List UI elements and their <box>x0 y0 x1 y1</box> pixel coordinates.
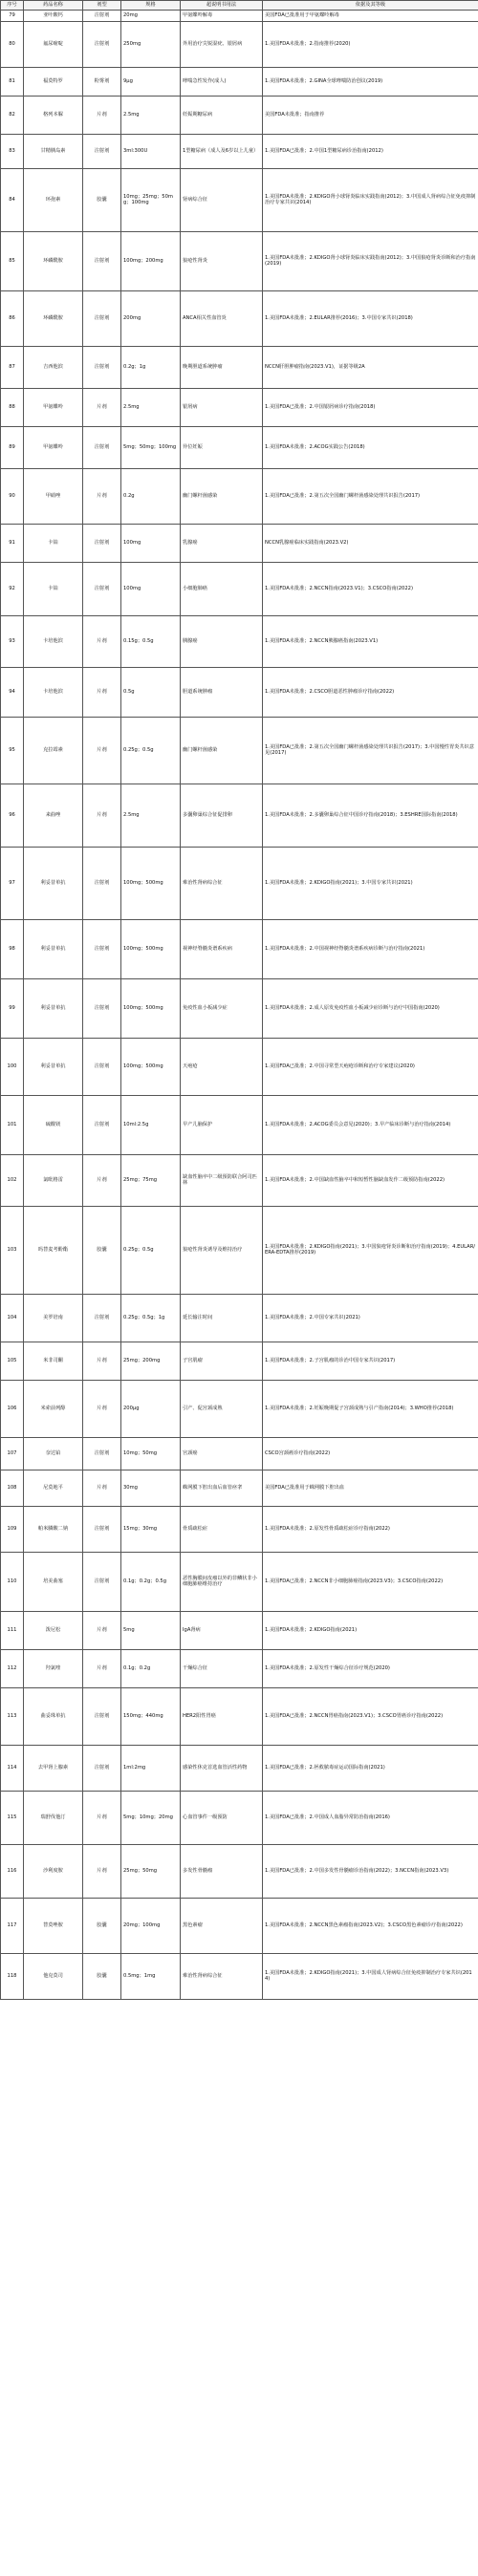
drug-name: 甲硝唑 <box>24 468 83 524</box>
off-label-usage: 早产儿脑保护 <box>181 1095 263 1154</box>
col-header-usage: 超说明书用法 <box>181 1 263 11</box>
table-row <box>1 388 478 426</box>
drug-name: 卡培他滨 <box>24 615 83 667</box>
dosage-form: 注射剂 <box>83 1294 121 1342</box>
table-row <box>1 346 478 388</box>
table-row <box>1 67 478 96</box>
off-label-usage: HER2阳性胃癌 <box>181 1687 263 1745</box>
specification: 2.5mg <box>121 784 181 847</box>
table-row <box>1 667 478 717</box>
evidence-basis: 1.美国FDA未批准；2.ACOG实践公告(2018) <box>263 426 478 468</box>
off-label-usage: 感染性休克首选血管活性药物 <box>181 1745 263 1791</box>
off-label-usage: 狼疮性肾炎 <box>181 231 263 290</box>
drug-name: 亚叶酸钙 <box>24 10 83 21</box>
drug-name: 利妥昔单抗 <box>24 978 83 1038</box>
drug-name: 利妥昔单抗 <box>24 919 83 978</box>
off-label-usage: 幽门螺杆菌感染 <box>181 468 263 524</box>
drug-name: 米索前列醇 <box>24 1380 83 1437</box>
specification: 2.5mg <box>121 96 181 134</box>
evidence-basis: 1.美国FDA已批准；2.第五次全国幽门螺杆菌感染处理共识报告(2017) <box>263 468 478 524</box>
dosage-form: 注射剂 <box>83 290 121 346</box>
off-label-usage: 狼疮性肾炎诱导及维持治疗 <box>181 1206 263 1294</box>
table-row <box>1 615 478 667</box>
table-row <box>1 1342 478 1380</box>
specification: 0.1g；0.2g；0.5g <box>121 1552 181 1611</box>
off-label-usage: 胰腺癌 <box>181 615 263 667</box>
table-row <box>1 1687 478 1745</box>
specification: 150mg；440mg <box>121 1687 181 1745</box>
table-row <box>1 290 478 346</box>
evidence-basis: 1.美国FDA未批准；2.NCCN黑色素瘤指南(2023.V2)；3.CSCO黑色素瘤诊疗指南(2022) <box>263 1898 478 1953</box>
evidence-basis: 1.美国FDA未批准；2.ACOG委员会意见(2020)；3.早产临床诊断与治疗指南(2014) <box>263 1095 478 1154</box>
off-label-usage: 难治性肾病综合征 <box>181 847 263 919</box>
specification: 200mg <box>121 290 181 346</box>
specification: 0.2g；1g <box>121 346 181 388</box>
table-row <box>1 1552 478 1611</box>
evidence-basis: 1.美国FDA未批准；2.原发性干燥综合征诊疗规范(2020) <box>263 1649 478 1687</box>
evidence-basis: 1.美国FDA未批准；2.NCCN胰腺癌指南(2023.V1) <box>263 615 478 667</box>
drug-name: 泼尼松 <box>24 1611 83 1649</box>
off-label-usage: ANCA相关性血管炎 <box>181 290 263 346</box>
specification: 20mg；100mg <box>121 1898 181 1953</box>
evidence-basis: 1.美国FDA未批准；2.GINA全球哮喘防治创议(2019) <box>263 67 478 96</box>
table-row <box>1 784 478 847</box>
off-label-usage: 甲氨蝶呤解毒 <box>181 10 263 21</box>
drug-name: 来曲唑 <box>24 784 83 847</box>
specification: 3ml:300U <box>121 134 181 168</box>
specification: 2.5mg <box>121 388 181 426</box>
off-label-usage: 多发性骨髓瘤 <box>181 1844 263 1898</box>
drug-name: 福莫特罗 <box>24 67 83 96</box>
row-number: 84 <box>1 168 24 231</box>
row-number: 91 <box>1 524 24 562</box>
specification: 0.2g <box>121 468 181 524</box>
drug-name: 利妥昔单抗 <box>24 1038 83 1095</box>
off-label-usage: 银屑病 <box>181 388 263 426</box>
table-row <box>1 96 478 134</box>
evidence-basis: 1.美国FDA已批准；2.第五次全国幽门螺杆菌感染处理共识报告(2017)；3.中国慢性胃炎共识意见(2017) <box>263 717 478 784</box>
dosage-form: 注射剂 <box>83 1552 121 1611</box>
specification: 250mg <box>121 21 181 67</box>
table-row <box>1 524 478 562</box>
dosage-form: 注射剂 <box>83 231 121 290</box>
dosage-form: 注射剂 <box>83 1095 121 1154</box>
drug-name: 卡培他滨 <box>24 667 83 717</box>
dosage-form: 注射剂 <box>83 346 121 388</box>
table-row <box>1 134 478 168</box>
dosage-form: 胶囊 <box>83 168 121 231</box>
dosage-form: 注射剂 <box>83 978 121 1038</box>
row-number: 79 <box>1 10 24 21</box>
dosage-form: 胶囊 <box>83 1898 121 1953</box>
dosage-form: 胶囊 <box>83 1206 121 1294</box>
specification: 0.25g；0.5g <box>121 1206 181 1294</box>
row-number: 94 <box>1 667 24 717</box>
dosage-form: 片剂 <box>83 784 121 847</box>
drug-name: 羟氯喹 <box>24 1649 83 1687</box>
table-row <box>1 1380 478 1437</box>
evidence-basis: 1.美国FDA未批准；2.KDIGO指南(2021) <box>263 1611 478 1649</box>
specification: 100mg；200mg <box>121 231 181 290</box>
evidence-basis: 1.美国FDA已批准；2.中国成人血脂异常防治指南(2016) <box>263 1791 478 1844</box>
table-row <box>1 468 478 524</box>
specification: 1ml:2mg <box>121 1745 181 1791</box>
drug-name: 利妥昔单抗 <box>24 847 83 919</box>
specification: 100mg <box>121 524 181 562</box>
table-row <box>1 1506 478 1552</box>
table-row <box>1 1206 478 1294</box>
drug-name: 吗替麦考酚酯 <box>24 1206 83 1294</box>
table-row <box>1 231 478 290</box>
evidence-basis: 1.美国FDA已批准；2.中国多发性骨髓瘤诊治指南(2022)；3.NCCN指南(2023.V3) <box>263 1844 478 1898</box>
table-row <box>1 1745 478 1791</box>
specification: 100mg；500mg <box>121 919 181 978</box>
col-header-spec: 规格 <box>121 1 181 11</box>
row-number: 106 <box>1 1380 24 1437</box>
drug-name: 奈达铂 <box>24 1437 83 1470</box>
evidence-basis: CSCO宫颈癌诊疗指南(2022) <box>263 1437 478 1470</box>
row-number: 111 <box>1 1611 24 1649</box>
row-number: 81 <box>1 67 24 96</box>
dosage-form: 片剂 <box>83 468 121 524</box>
row-number: 95 <box>1 717 24 784</box>
off-label-usage: 多囊卵巢综合征促排卵 <box>181 784 263 847</box>
dosage-form: 注射剂 <box>83 524 121 562</box>
evidence-basis: 1.美国FDA未批准；2.妊娠晚期促子宫颈成熟与引产指南(2014)；3.WHO推荐(2018) <box>263 1380 478 1437</box>
drug-name: 氯吡格雷 <box>24 1154 83 1206</box>
row-number: 93 <box>1 615 24 667</box>
specification: 25mg；50mg <box>121 1844 181 1898</box>
specification: 0.25g；0.5g；1g <box>121 1294 181 1342</box>
off-label-usage: 胆道系统肿瘤 <box>181 667 263 717</box>
table-row <box>1 21 478 67</box>
drug-name: 曲妥珠单抗 <box>24 1687 83 1745</box>
dosage-form: 注射剂 <box>83 562 121 615</box>
off-label-usage: 恶性胸膜间皮瘤以外的非鳞状非小细胞肺癌维持治疗 <box>181 1552 263 1611</box>
off-label-usage: 干燥综合征 <box>181 1649 263 1687</box>
table-row <box>1 978 478 1038</box>
evidence-basis: 1.美国FDA未批准；2.EULAR推荐(2016)；3.中国专家共识(2018) <box>263 290 478 346</box>
off-label-usage: 延长输注时间 <box>181 1294 263 1342</box>
dosage-form: 片剂 <box>83 388 121 426</box>
drug-name: 硫酸镁 <box>24 1095 83 1154</box>
specification: 10mg；50mg <box>121 1437 181 1470</box>
specification: 100mg；500mg <box>121 847 181 919</box>
dosage-form: 注射剂 <box>83 21 121 67</box>
off-label-usage: 小细胞肺癌 <box>181 562 263 615</box>
dosage-form: 片剂 <box>83 1154 121 1206</box>
table-row <box>1 10 478 21</box>
table-header-row <box>1 1 478 11</box>
col-header-name: 药品名称 <box>24 1 83 11</box>
row-number: 98 <box>1 919 24 978</box>
off-label-usage: 引产、促宫颈成熟 <box>181 1380 263 1437</box>
off-label-usage: 乳腺癌 <box>181 524 263 562</box>
dosage-form: 片剂 <box>83 1791 121 1844</box>
drug-name: 他克莫司 <box>24 1953 83 1999</box>
drug-name: 替莫唑胺 <box>24 1898 83 1953</box>
evidence-basis: 1.美国FDA已批准；2.拯救脓毒症运动国际指南(2021) <box>263 1745 478 1791</box>
dosage-form: 注射剂 <box>83 1437 121 1470</box>
table-row <box>1 1953 478 1999</box>
drug-name: 培美曲塞 <box>24 1552 83 1611</box>
row-number: 109 <box>1 1506 24 1552</box>
specification: 100mg；500mg <box>121 1038 181 1095</box>
specification: 0.25g；0.5g <box>121 717 181 784</box>
off-label-usage: 妊娠期糖尿病 <box>181 96 263 134</box>
drug-name: 氟尿嘧啶 <box>24 21 83 67</box>
off-label-usage: 晚期胆道系统肿瘤 <box>181 346 263 388</box>
row-number: 82 <box>1 96 24 134</box>
evidence-basis: 美国FDA已批准用于蛛网膜下腔出血 <box>263 1470 478 1506</box>
dosage-form: 注射剂 <box>83 847 121 919</box>
table-body <box>1 10 478 1999</box>
specification: 30mg <box>121 1470 181 1506</box>
col-header-basis: 依据及其等级 <box>263 1 478 11</box>
off-label-usage: 难治性肾病综合征 <box>181 1953 263 1999</box>
specification: 25mg；75mg <box>121 1154 181 1206</box>
row-number: 116 <box>1 1844 24 1898</box>
row-number: 105 <box>1 1342 24 1380</box>
row-number: 99 <box>1 978 24 1038</box>
dosage-form: 片剂 <box>83 1470 121 1506</box>
evidence-basis: 1.美国FDA已批准；2.中国1型糖尿病诊治指南(2012) <box>263 134 478 168</box>
table-row <box>1 1791 478 1844</box>
dosage-form: 片剂 <box>83 1649 121 1687</box>
table-row <box>1 1898 478 1953</box>
drug-name: 瑞舒伐他汀 <box>24 1791 83 1844</box>
dosage-form: 片剂 <box>83 1611 121 1649</box>
row-number: 83 <box>1 134 24 168</box>
drug-name: 环磷酰胺 <box>24 231 83 290</box>
evidence-basis: 美国FDA未批准；指南推荐 <box>263 96 478 134</box>
off-label-usage: 异位妊娠 <box>181 426 263 468</box>
evidence-basis: 1.美国FDA未批准；2.中国视神经脊髓炎谱系疾病诊断与治疗指南(2021) <box>263 919 478 978</box>
table-row <box>1 847 478 919</box>
row-number: 118 <box>1 1953 24 1999</box>
specification: 5mg；50mg；100mg <box>121 426 181 468</box>
off-label-usage: 幽门螺杆菌感染 <box>181 717 263 784</box>
dosage-form: 片剂 <box>83 96 121 134</box>
row-number: 108 <box>1 1470 24 1506</box>
row-number: 104 <box>1 1294 24 1342</box>
off-label-usage: 1型糖尿病（成人及6岁以上儿童） <box>181 134 263 168</box>
row-number: 86 <box>1 290 24 346</box>
evidence-basis: NCCN乳腺癌临床实践指南(2023.V2) <box>263 524 478 562</box>
evidence-basis: 1.美国FDA未批准；2.子宫肌瘤的诊治中国专家共识(2017) <box>263 1342 478 1380</box>
drug-name: 环孢素 <box>24 168 83 231</box>
row-number: 87 <box>1 346 24 388</box>
evidence-basis: 1.美国FDA已批准；2.NCCN胃癌指南(2023.V1)；3.CSCO胃癌诊疗指南(2022) <box>263 1687 478 1745</box>
dosage-form: 粉雾剂 <box>83 67 121 96</box>
dosage-form: 注射剂 <box>83 919 121 978</box>
evidence-basis: NCCN肝胆肿瘤指南(2023.V1)，证据等级2A <box>263 346 478 388</box>
off-label-usage: 宫颈癌 <box>181 1437 263 1470</box>
dosage-form: 片剂 <box>83 1380 121 1437</box>
specification: 25mg；200mg <box>121 1342 181 1380</box>
row-number: 92 <box>1 562 24 615</box>
table-row <box>1 1611 478 1649</box>
off-label-usage: 蛛网膜下腔出血后血管痉挛 <box>181 1470 263 1506</box>
table-row <box>1 1038 478 1095</box>
specification: 10mg；25mg；50mg；100mg <box>121 168 181 231</box>
table-row <box>1 562 478 615</box>
row-number: 103 <box>1 1206 24 1294</box>
row-number: 112 <box>1 1649 24 1687</box>
row-number: 110 <box>1 1552 24 1611</box>
specification: 20mg <box>121 10 181 21</box>
row-number: 80 <box>1 21 24 67</box>
dosage-form: 片剂 <box>83 717 121 784</box>
off-label-usage: 视神经脊髓炎谱系疾病 <box>181 919 263 978</box>
col-header-form: 剂型 <box>83 1 121 11</box>
evidence-basis: 1.美国FDA未批准；2.KDIGO指南(2021)；3.中国成人肾病综合征免疫抑制治疗专家共识(2014) <box>263 1953 478 1999</box>
evidence-basis: 1.美国FDA已批准；2.中国银屑病诊疗指南(2018) <box>263 388 478 426</box>
drug-name: 格列本脲 <box>24 96 83 134</box>
specification: 0.5g <box>121 667 181 717</box>
off-label-usage: IgA肾病 <box>181 1611 263 1649</box>
table-row <box>1 717 478 784</box>
drug-name: 吉西他滨 <box>24 346 83 388</box>
evidence-basis: 1.美国FDA未批准；2.成人原发免疫性血小板减少症诊断与治疗中国指南(2020) <box>263 978 478 1038</box>
evidence-basis: 1.美国FDA未批准；2.NCCN指南(2023.V1)；3.CSCO指南(2022) <box>263 562 478 615</box>
off-label-usage: 外用治疗尖锐湿疣、银屑病 <box>181 21 263 67</box>
evidence-basis: 1.美国FDA未批准；2.指南推荐(2020) <box>263 21 478 67</box>
specification: 5mg <box>121 1611 181 1649</box>
dosage-form: 注射剂 <box>83 10 121 21</box>
evidence-basis: 1.美国FDA未批准；2.原发性骨质疏松症诊疗指南(2022) <box>263 1506 478 1552</box>
evidence-basis: 1.美国FDA已批准；2.中国寻常型天疱疮诊断和治疗专家建议(2020) <box>263 1038 478 1095</box>
specification: 100mg <box>121 562 181 615</box>
dosage-form: 片剂 <box>83 667 121 717</box>
table-row <box>1 1437 478 1470</box>
dosage-form: 片剂 <box>83 1844 121 1898</box>
drug-name: 环磷酰胺 <box>24 290 83 346</box>
drug-name: 甘精胰岛素 <box>24 134 83 168</box>
table-row <box>1 1844 478 1898</box>
drug-name: 卡铂 <box>24 562 83 615</box>
off-label-usage: 骨质疏松症 <box>181 1506 263 1552</box>
row-number: 115 <box>1 1791 24 1844</box>
off-label-usage: 哮喘急性发作(成人) <box>181 67 263 96</box>
off-label-usage: 缺血性脑卒中二级预防联合阿司匹林 <box>181 1154 263 1206</box>
evidence-basis: 1.美国FDA已批准；2.NCCN非小细胞肺癌指南(2023.V3)；3.CSCO指南(2022) <box>263 1552 478 1611</box>
specification: 0.1g；0.2g <box>121 1649 181 1687</box>
drug-name: 美罗培南 <box>24 1294 83 1342</box>
specification: 100mg；500mg <box>121 978 181 1038</box>
table-row <box>1 1294 478 1342</box>
evidence-basis: 1.美国FDA未批准；2.中国缺血性脑卒中和短暂性脑缺血发作二级预防指南(2022) <box>263 1154 478 1206</box>
row-number: 101 <box>1 1095 24 1154</box>
off-label-usage: 肾病综合征 <box>181 168 263 231</box>
drug-name: 沙利度胺 <box>24 1844 83 1898</box>
evidence-basis: 1.美国FDA未批准；2.KDIGO指南(2021)；3.中国狼疮肾炎诊断和治疗指南(2019)；4.EULAR/ERA-EDTA推荐(2019) <box>263 1206 478 1294</box>
evidence-basis: 1.美国FDA未批准；2.KDIGO肾小球肾炎临床实践指南(2012)；3.中国狼疮肾炎诊断和治疗指南(2019) <box>263 231 478 290</box>
row-number: 114 <box>1 1745 24 1791</box>
off-label-usage: 子宫肌瘤 <box>181 1342 263 1380</box>
col-header-no: 序号 <box>1 1 24 11</box>
row-number: 89 <box>1 426 24 468</box>
specification: 15mg；30mg <box>121 1506 181 1552</box>
evidence-basis: 1.美国FDA未批准；2.中国专家共识(2021) <box>263 1294 478 1342</box>
drug-name: 克拉霉素 <box>24 717 83 784</box>
table-row <box>1 1649 478 1687</box>
dosage-form: 注射剂 <box>83 1038 121 1095</box>
off-label-usage: 心血管事件一级预防 <box>181 1791 263 1844</box>
dosage-form: 注射剂 <box>83 1506 121 1552</box>
table-row <box>1 919 478 978</box>
dosage-form: 片剂 <box>83 615 121 667</box>
dosage-form: 片剂 <box>83 1342 121 1380</box>
row-number: 97 <box>1 847 24 919</box>
dosage-form: 胶囊 <box>83 1953 121 1999</box>
row-number: 102 <box>1 1154 24 1206</box>
specification: 9μg <box>121 67 181 96</box>
drug-name: 甲氨蝶呤 <box>24 388 83 426</box>
table-row <box>1 426 478 468</box>
row-number: 100 <box>1 1038 24 1095</box>
dosage-form: 注射剂 <box>83 1745 121 1791</box>
specification: 0.15g；0.5g <box>121 615 181 667</box>
drug-name: 尼莫地平 <box>24 1470 83 1506</box>
drug-name: 去甲肾上腺素 <box>24 1745 83 1791</box>
row-number: 107 <box>1 1437 24 1470</box>
row-number: 113 <box>1 1687 24 1745</box>
row-number: 85 <box>1 231 24 290</box>
row-number: 88 <box>1 388 24 426</box>
evidence-basis: 1.美国FDA未批准；2.KDIGO肾小球肾炎临床实践指南(2012)；3.中国成人肾病综合征免疫抑制治疗专家共识(2014) <box>263 168 478 231</box>
off-label-usage: 天疱疮 <box>181 1038 263 1095</box>
specification: 10ml:2.5g <box>121 1095 181 1154</box>
evidence-basis: 1.美国FDA未批准；2.CSCO胆道恶性肿瘤诊疗指南(2022) <box>263 667 478 717</box>
off-label-usage: 免疫性血小板减少症 <box>181 978 263 1038</box>
drug-name: 米非司酮 <box>24 1342 83 1380</box>
specification: 5mg；10mg；20mg <box>121 1791 181 1844</box>
specification: 0.5mg；1mg <box>121 1953 181 1999</box>
table-row <box>1 1095 478 1154</box>
dosage-form: 注射剂 <box>83 1687 121 1745</box>
table-row <box>1 168 478 231</box>
evidence-basis: 美国FDA已批准用于甲氨蝶呤解毒 <box>263 10 478 21</box>
dosage-form: 注射剂 <box>83 134 121 168</box>
row-number: 90 <box>1 468 24 524</box>
off-label-usage: 黑色素瘤 <box>181 1898 263 1953</box>
evidence-basis: 1.美国FDA未批准；2.多囊卵巢综合征中国诊疗指南(2018)；3.ESHRE国际指南(2018) <box>263 784 478 847</box>
evidence-basis: 1.美国FDA未批准；2.KDIGO指南(2021)；3.中国专家共识(2021) <box>263 847 478 919</box>
drug-name: 甲氨蝶呤 <box>24 426 83 468</box>
drug-name: 帕米膦酸二钠 <box>24 1506 83 1552</box>
specification: 200μg <box>121 1380 181 1437</box>
table-row <box>1 1154 478 1206</box>
row-number: 96 <box>1 784 24 847</box>
dosage-form: 注射剂 <box>83 426 121 468</box>
drug-name: 卡铂 <box>24 524 83 562</box>
table-row <box>1 1470 478 1506</box>
row-number: 117 <box>1 1898 24 1953</box>
